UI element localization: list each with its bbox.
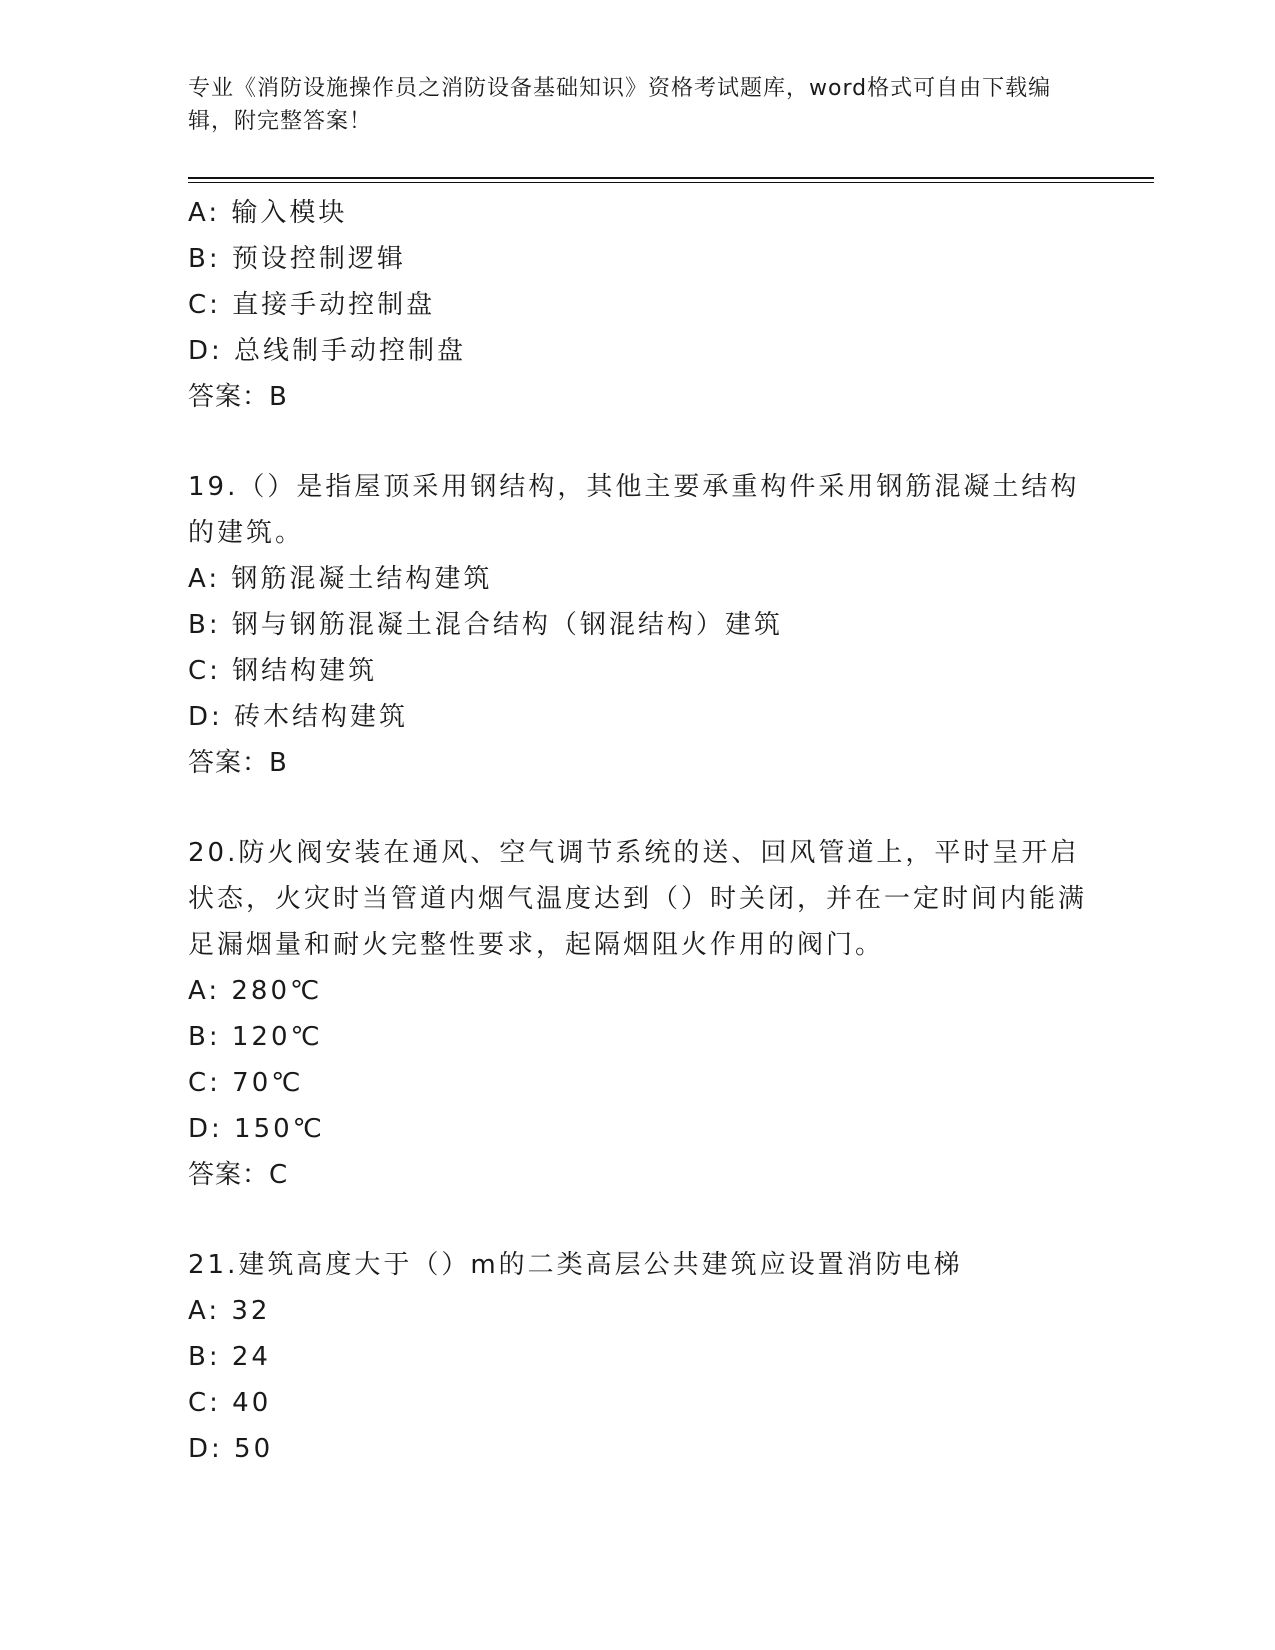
answer: 答案：B bbox=[188, 748, 288, 778]
spacer bbox=[188, 786, 1088, 830]
header-divider-thin bbox=[188, 182, 1154, 183]
spacer bbox=[188, 420, 1088, 464]
option-d: D: 砖木结构建筑 bbox=[188, 702, 409, 732]
option-c: C: 钢结构建筑 bbox=[188, 656, 378, 686]
question-21 bbox=[188, 1242, 1088, 1472]
spacer bbox=[188, 1198, 1088, 1242]
option-b: B: 钢与钢筋混凝土混合结构（钢混结构）建筑 bbox=[188, 610, 783, 640]
option-a: A: 32 bbox=[188, 1296, 271, 1326]
question-stem: 19.（）是指屋顶采用钢结构，其他主要承重构件采用钢筋混凝土结构的建筑。 bbox=[188, 472, 1080, 548]
option-a: A: 输入模块 bbox=[188, 198, 348, 228]
option-c: C: 70℃ bbox=[188, 1068, 304, 1098]
question-19 bbox=[188, 464, 1088, 786]
question-18 bbox=[188, 190, 1088, 420]
option-b: B: 24 bbox=[188, 1342, 271, 1372]
question-list bbox=[188, 190, 1088, 1472]
question-20 bbox=[188, 830, 1088, 1198]
option-b: B: 120℃ bbox=[188, 1022, 323, 1052]
option-a: A: 钢筋混凝土结构建筑 bbox=[188, 564, 493, 594]
option-d: D: 50 bbox=[188, 1434, 274, 1464]
option-c: C: 40 bbox=[188, 1388, 272, 1418]
answer: 答案：C bbox=[188, 1160, 289, 1190]
document-header: 专业《消防设施操作员之消防设备基础知识》资格考试题库，word格式可自由下载编辑，附完整答案！ bbox=[188, 76, 1052, 134]
question-stem: 20.防火阀安装在通风、空气调节系统的送、回风管道上，平时呈开启状态，火灾时当管道内烟气温度达到（）时关闭，并在一定时间内能满足漏烟量和耐火完整性要求，起隔烟阻火作用的阀门。 bbox=[188, 838, 1088, 960]
answer: 答案：B bbox=[188, 382, 288, 412]
question-stem: 21.建筑高度大于（）m的二类高层公共建筑应设置消防电梯 bbox=[188, 1250, 963, 1280]
option-a: A: 280℃ bbox=[188, 976, 323, 1006]
option-d: D: 150℃ bbox=[188, 1114, 325, 1144]
option-b: B: 预设控制逻辑 bbox=[188, 244, 406, 274]
header-divider-thick bbox=[188, 177, 1154, 179]
option-c: C: 直接手动控制盘 bbox=[188, 290, 436, 320]
option-d: D: 总线制手动控制盘 bbox=[188, 336, 467, 366]
